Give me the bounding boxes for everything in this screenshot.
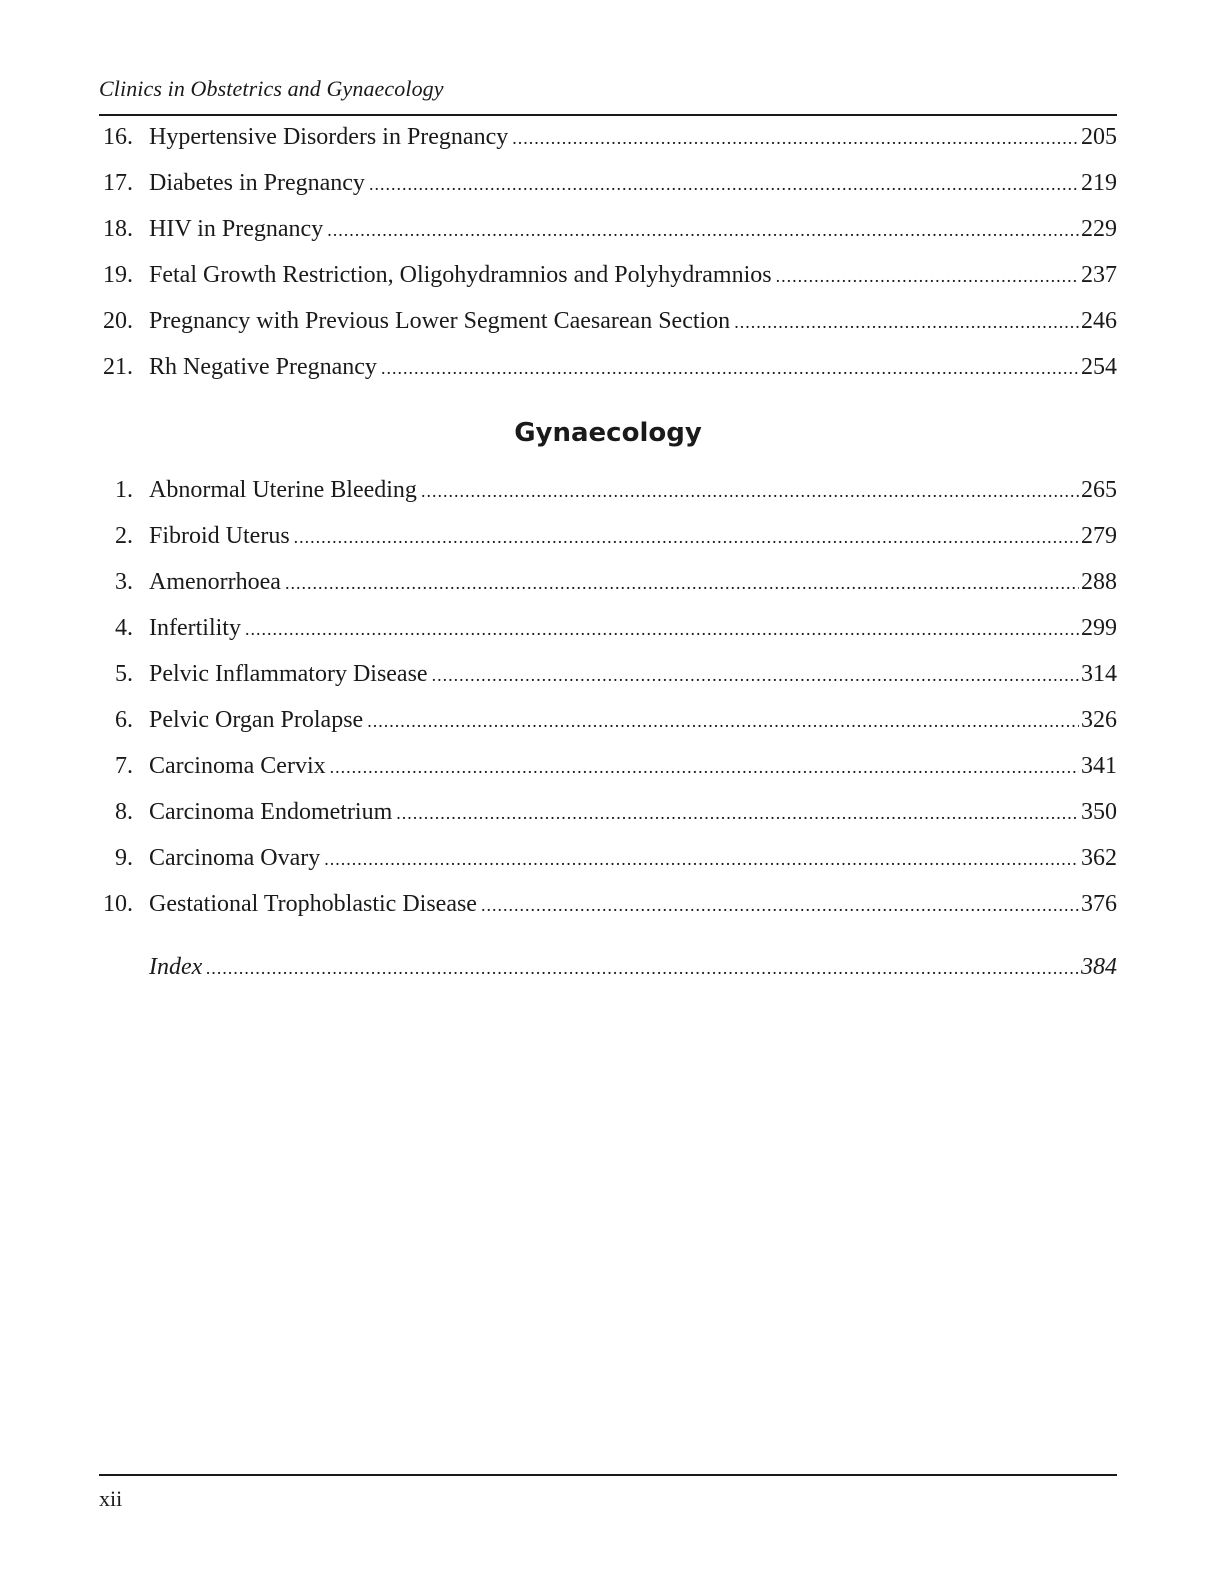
index-entry[interactable] — [99, 954, 1117, 981]
toc-entry[interactable] — [99, 308, 1117, 354]
entry-title: Rh Negative Pregnancy — [149, 354, 377, 380]
entry-title: Diabetes in Pregnancy — [149, 170, 365, 196]
toc-entry[interactable] — [99, 615, 1117, 661]
entry-page-number: 205 — [1081, 124, 1117, 150]
entry-number: 6. — [115, 707, 133, 733]
running-head: Clinics in Obstetrics and Gynaecology — [99, 76, 444, 101]
entry-title: Abnormal Uterine Bleeding — [149, 477, 417, 503]
dot-leader — [481, 895, 1079, 916]
entry-title: Pregnancy with Previous Lower Segment Caesarean Section — [149, 308, 731, 334]
entry-page-number: 219 — [1081, 170, 1117, 196]
entry-number: 2. — [115, 523, 133, 549]
dot-leader — [330, 757, 1079, 778]
entry-page-number: 341 — [1081, 753, 1117, 779]
entry-number: 21. — [103, 354, 133, 380]
entry-number: 5. — [115, 661, 133, 687]
entry-page-number: 279 — [1081, 523, 1117, 549]
entry-number: 16. — [103, 124, 133, 150]
dot-leader — [381, 358, 1079, 379]
dot-leader — [206, 958, 1079, 979]
entry-number: 19. — [103, 262, 133, 288]
dot-leader — [285, 573, 1079, 594]
entry-number: 4. — [115, 615, 133, 641]
entry-page-number: 288 — [1081, 569, 1117, 595]
entry-title: Amenorrhoea — [149, 569, 281, 595]
entry-title: Fibroid Uterus — [149, 523, 290, 549]
entry-page-number: 237 — [1081, 262, 1117, 288]
toc-entry[interactable] — [99, 216, 1117, 262]
entry-number: 18. — [103, 216, 133, 242]
entry-number: 9. — [115, 845, 133, 871]
page-folio: xii — [99, 1486, 123, 1511]
entry-number: 1. — [115, 477, 133, 503]
entry-title: Pelvic Organ Prolapse — [149, 707, 364, 733]
entry-title: Gestational Trophoblastic Disease — [149, 891, 477, 917]
toc-entry[interactable] — [99, 170, 1117, 216]
entry-number: 17. — [103, 170, 133, 196]
toc-entry[interactable] — [99, 523, 1117, 569]
toc-entry[interactable] — [99, 569, 1117, 615]
toc-entry[interactable] — [99, 262, 1117, 308]
toc-entry[interactable] — [99, 891, 1117, 937]
dot-leader — [512, 128, 1079, 149]
entry-number: 7. — [115, 753, 133, 779]
dot-leader — [421, 481, 1079, 502]
toc-entry[interactable] — [99, 707, 1117, 753]
entry-title: Carcinoma Endometrium — [149, 799, 393, 825]
section-heading: Gynaecology — [514, 418, 702, 448]
entry-page-number: 350 — [1081, 799, 1117, 825]
entry-page-number: 229 — [1081, 216, 1117, 242]
dot-leader — [245, 619, 1079, 640]
entry-page-number: 362 — [1081, 845, 1117, 871]
entry-title: Carcinoma Cervix — [149, 753, 326, 779]
gynaecology-toc-list — [99, 477, 1117, 937]
toc-entry[interactable] — [99, 354, 1117, 400]
obstetrics-toc-list — [99, 124, 1117, 400]
toc-entry[interactable] — [99, 845, 1117, 891]
entry-title: Hypertensive Disorders in Pregnancy — [149, 124, 509, 150]
entry-title: Infertility — [149, 615, 241, 641]
footer-rule — [99, 1474, 1117, 1476]
dot-leader — [776, 266, 1079, 287]
entry-title: Fetal Growth Restriction, Oligohydramnios and Polyhydramnios — [149, 262, 772, 288]
entry-number: 8. — [115, 799, 133, 825]
entry-page-number: 314 — [1081, 661, 1117, 687]
toc-entry[interactable] — [99, 661, 1117, 707]
entry-number: 3. — [115, 569, 133, 595]
entry-page-number: 326 — [1081, 707, 1117, 733]
index-title: Index — [149, 954, 203, 980]
dot-leader — [367, 711, 1079, 732]
entry-page-number: 246 — [1081, 308, 1117, 334]
entry-page-number: 265 — [1081, 477, 1117, 503]
dot-leader — [294, 527, 1079, 548]
index-page-number: 384 — [1081, 954, 1117, 980]
header-rule — [99, 114, 1117, 116]
entry-page-number: 254 — [1081, 354, 1117, 380]
toc-entry[interactable] — [99, 124, 1117, 170]
dot-leader — [734, 312, 1079, 333]
dot-leader — [369, 174, 1079, 195]
dot-leader — [324, 849, 1079, 870]
toc-entry[interactable] — [99, 477, 1117, 523]
entry-title: Pelvic Inflammatory Disease — [149, 661, 428, 687]
dot-leader — [327, 220, 1079, 241]
entry-number: 20. — [103, 308, 133, 334]
entry-page-number: 299 — [1081, 615, 1117, 641]
entry-title: Carcinoma Ovary — [149, 845, 321, 871]
toc-entry[interactable] — [99, 753, 1117, 799]
toc-entry[interactable] — [99, 799, 1117, 845]
entry-title: HIV in Pregnancy — [149, 216, 324, 242]
dot-leader — [432, 665, 1079, 686]
entry-page-number: 376 — [1081, 891, 1117, 917]
entry-number: 10. — [103, 891, 133, 917]
dot-leader — [396, 803, 1079, 824]
